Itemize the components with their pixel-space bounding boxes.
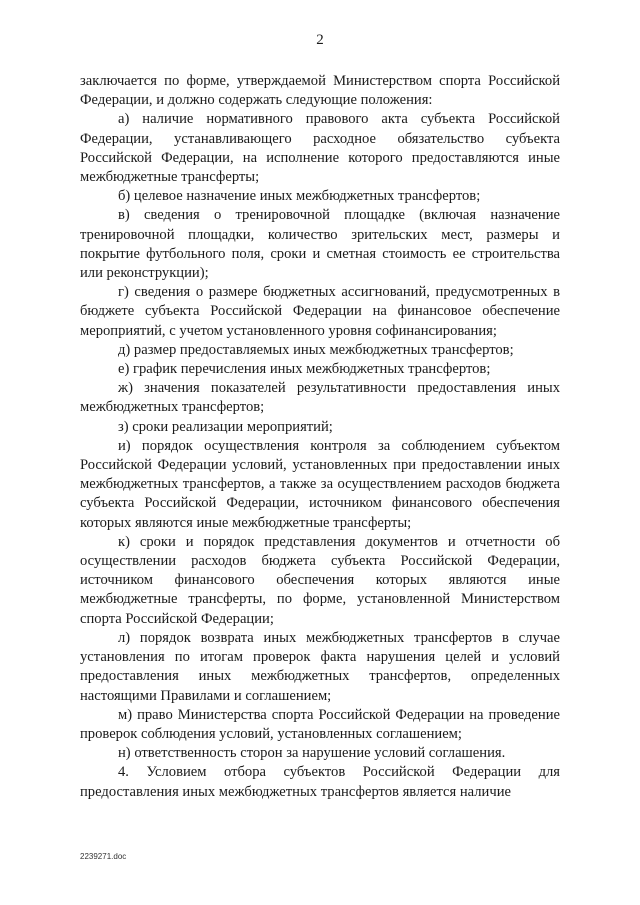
paragraph-continuation: заключается по форме, утверждаемой Министерством спорта Российской Федерации, и должно содержать следующие положения: (80, 73, 560, 109)
paragraph-4: 4. Условием отбора субъектов Российской Федерации для предоставления иных межбюджетных трансфертов является наличие (80, 764, 560, 800)
list-item-d: д) размер предоставляемых иных межбюджетных трансфертов; (118, 341, 514, 358)
list-item-n: н) ответственность сторон за нарушение условий соглашения. (118, 745, 506, 762)
list-item-z: з) сроки реализации мероприятий; (118, 418, 333, 435)
document-file-code: 2239271.doc (80, 852, 127, 861)
list-item-v: в) сведения о тренировочной площадке (включая назначение тренировочной площадки, количество зрительских мест, размеры и покрытие футбольного поля, сроки и сметная стоимость ее строительства или реконструкции); (80, 207, 560, 282)
list-item-i: и) порядок осуществления контроля за соблюдением субъектом Российской Федерации условий, установленных при предоставлении иных межбюджетных трансфертов, а также за осуществлением расходов бюджета субъекта Российской Федерации, источником финансового обеспечения которых являются иные межбюджетные трансферты; (80, 437, 560, 531)
list-item-l: л) порядок возврата иных межбюджетных трансфертов в случае установления по итогам проверок факта нарушения целей и условий предоставления иных межбюджетных трансфертов, определенных настоящими Правилами и соглашением; (80, 629, 560, 704)
document-body (80, 72, 560, 802)
list-item-a: а) наличие нормативного правового акта субъекта Российской Федерации, устанавливающего расходное обязательство субъекта Российской Федерации, на исполнение которого предоставляются иные межбюджетные трансферты; (80, 111, 560, 186)
list-item-e: е) график перечисления иных межбюджетных трансфертов; (118, 361, 491, 378)
list-item-g: г) сведения о размере бюджетных ассигнований, предусмотренных в бюджете субъекта Российской Федерации на финансовое обеспечение мероприятий, с учетом установленного уровня софинансирования; (80, 284, 560, 339)
list-item-m: м) право Министерства спорта Российской Федерации на проведение проверок соблюдения условий, установленных соглашением; (80, 706, 560, 742)
list-item-k: к) сроки и порядок представления документов и отчетности об осуществлении расходов бюджета субъекта Российской Федерации, источником финансового обеспечения которых являются иные межбюджетные трансферты, по форме, установленной Министерством спорта Российской Федерации; (80, 533, 560, 627)
list-item-zh: ж) значения показателей результативности предоставления иных межбюджетных трансфертов; (80, 380, 560, 416)
page-number: 2 (316, 32, 324, 48)
list-item-b: б) целевое назначение иных межбюджетных трансфертов; (118, 188, 481, 205)
